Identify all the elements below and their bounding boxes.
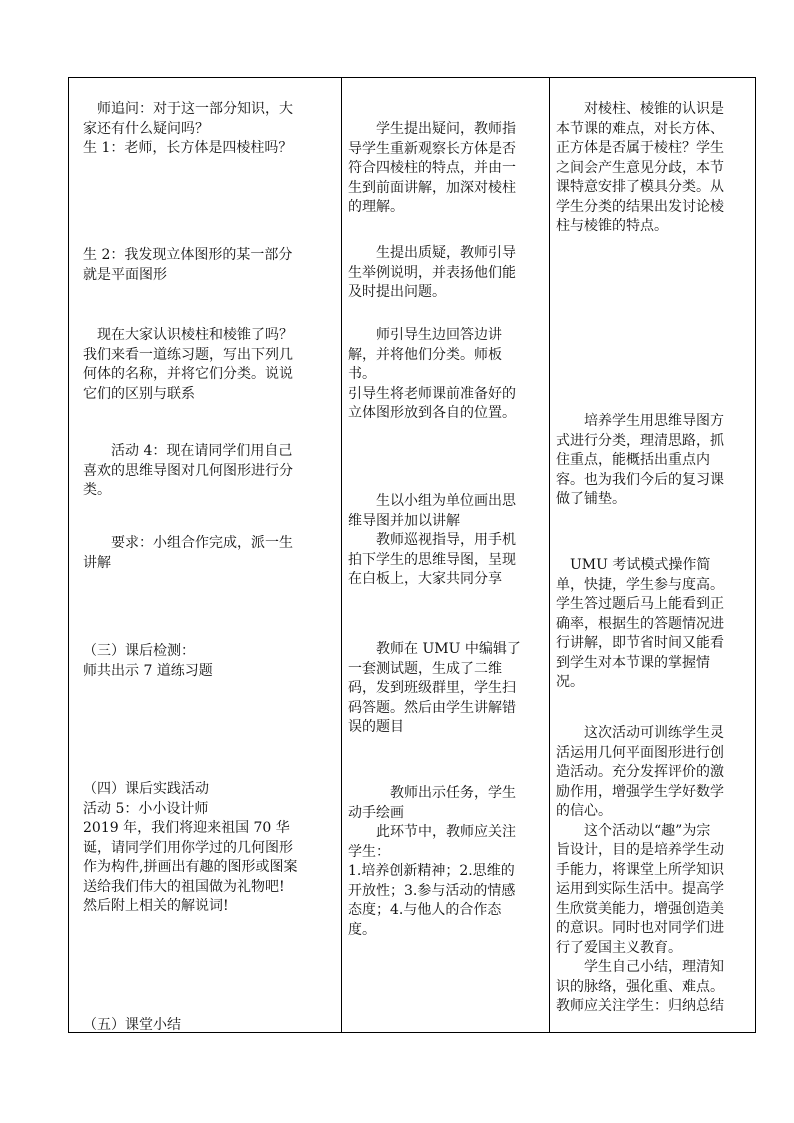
text-block: 生提出质疑，教师引导 生举例说明，并表扬他们能 及时提出问题。 [348,245,516,300]
section-heading: （三）课后检测： 师共出示 7 道练习题 [83,643,213,679]
text-block: 活动 4：现在请同学们用自己 喜欢的思维导图对几何图形进行分 类。 [83,443,293,498]
text-block: （四）课后实践活动 活动 5：小小设计师 2019 年，我们将迎来祖国 70 华 诞，请同学们用你学过的几何图形 作为构件,拼画出有趣的图形或图案 送给我们伟大的祖国做为礼物吧! 然后附上相关的解说词! [83,781,298,914]
text-block: 要求：小组合作完成，派一生 讲解 [83,535,293,571]
text-block: 师追问：对于这一部分知识，大 家还有什么疑问吗？ 生 1：老师，长方体是四棱柱吗？ [83,101,293,156]
text-block: 学生提出疑问，教师指 导学生重新观察长方体是否 符合四棱柱的特点，并由一 生到前面讲解，加深对棱柱 的理解。 [348,121,516,215]
text-block: UMU 考试模式操作简 单，快捷，学生参与度高。 学生答过题后马上能看到正 确率，根据生的答题情况进 行讲解，即节省时间又能看 到学生对本节课的掌握情 况。 [556,557,724,690]
text-block: 生以小组为单位画出思 维导图并加以讲解 教师巡视指导，用手机 拍下学生的思维导图，呈现 在白板上，大家共同分享 [348,493,516,587]
design-intent-column [550,78,757,1032]
text-block: 教师出示任务，学生 动手绘画 此环节中，教师应关注 学生： 1.培养创新精神；2.思维的 开放性；3.参与活动的情感 态度；4.与他人的合作态 度。 [348,785,516,938]
text-block: 现在大家认识棱柱和棱锥了吗？ 我们来看一道练习题，写出下列几 何体的名称，并将它们分类。说说 它们的区别与联系 [83,327,293,402]
text-block: 教师在 UMU 中编辑了 一套测试题，生成了二维 码，发到班级群里，学生扫 码答题。然后由学生讲解错 误的题目 [348,641,521,735]
lesson-plan-table [68,77,756,1033]
section-heading: （五）课堂小结 [83,1017,181,1032]
text-block: 培养学生用思维导图方 式进行分类，理清思路，抓 住重点，能概括出重点内 容。也为我们今后的复习课 做了铺垫。 [556,413,724,507]
text-block: 对棱柱、棱锥的认识是 本节课的难点，对长方体、 正方体是否属于棱柱？学生 之间会产生意见分歧，本节 课特意安排了模具分类。从 学生分类的结果出发讨论棱 柱与棱锥的特点。 [556,101,724,234]
text-block: 这次活动可训练学生灵 活运用几何平面图形进行创 造活动。充分发挥评价的激 励作用，增强学生学好数学 的信心。 这个活动以“趣”为宗 旨设计，目的是培养学生动 手能力，将课堂上所学知识 运用到实际生活中。提高学 生欣赏美能力，增强创造美 的意识。同时也对同学们进 行了爱国主义教育。 学生自己小结，理清知 识的脉络，强化重、难点。 教师应关注学生：归纳总结 [556,725,724,1014]
text-block: 师引导生边回答边讲 解，并将他们分类。师板 书。 引导生将老师课前准备好的 立体图形放到各自的位置。 [348,327,516,421]
text-block: 生 2：我发现立体图形的某一部分 就是平面图形 [83,247,293,283]
activity-column [342,78,549,1032]
teaching-process-column [69,78,341,1032]
